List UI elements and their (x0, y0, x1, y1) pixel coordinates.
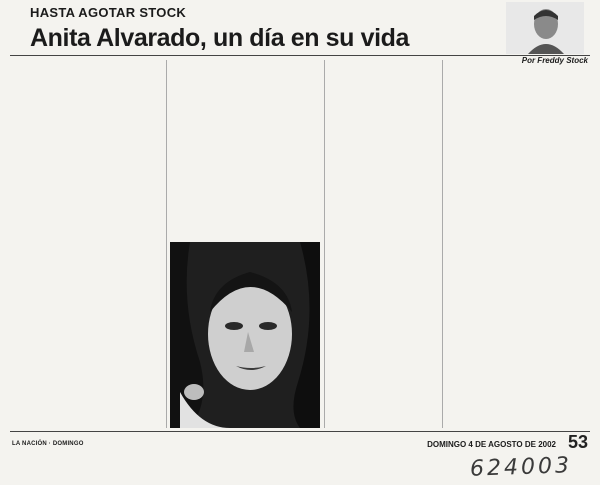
main-photo (170, 242, 320, 428)
footer-section: LA NACIÓN · DOMINGO (12, 441, 84, 447)
handwritten-note: 624003 (469, 453, 573, 482)
byline: Por Freddy Stock (521, 56, 588, 65)
footer-date: DOMINGO 4 DE AGOSTO DE 2002 (427, 440, 556, 449)
columnist-photo (506, 2, 584, 54)
footer-rule (10, 431, 590, 432)
kicker: HASTA AGOTAR STOCK (30, 5, 187, 20)
page-number: 53 (567, 432, 588, 452)
column-divider (166, 60, 167, 428)
column-divider (442, 60, 443, 428)
header-rule (10, 55, 590, 56)
headline: Anita Alvarado, un día en su vida (30, 24, 410, 52)
column-divider (324, 60, 325, 428)
